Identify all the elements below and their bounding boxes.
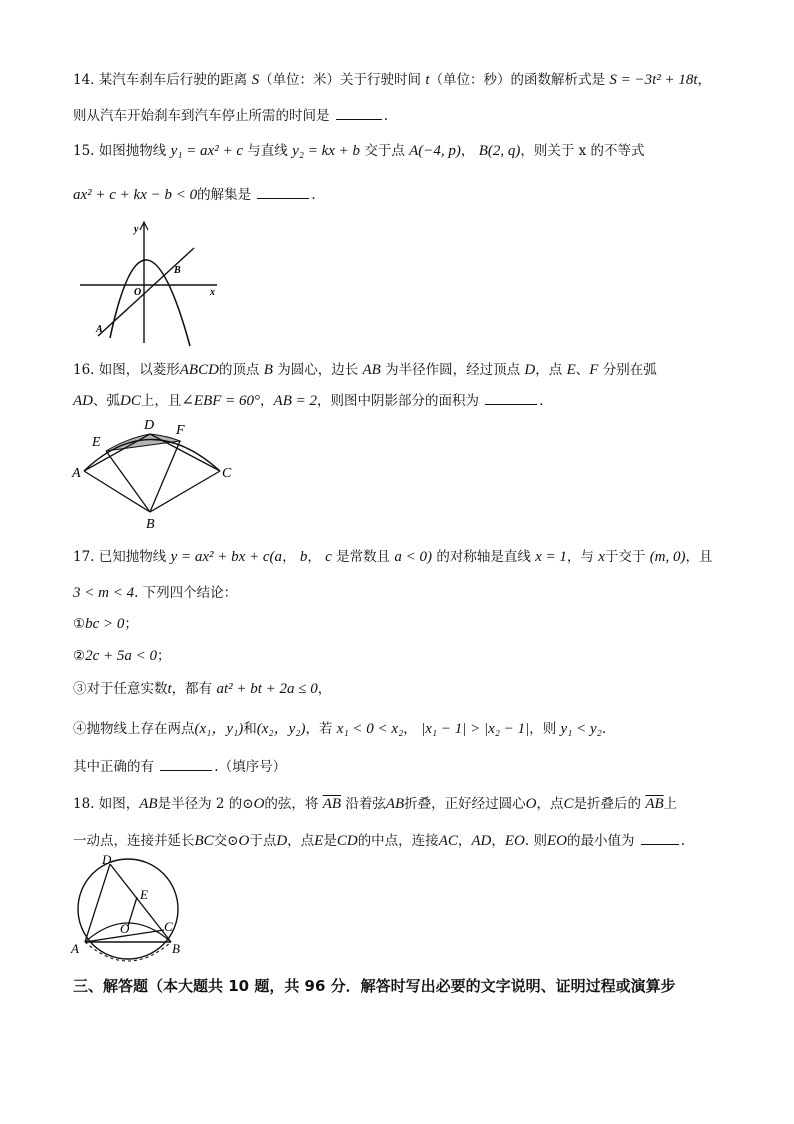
label-c: C xyxy=(164,919,173,934)
q18-e: E xyxy=(314,833,324,849)
q17-c4-p2: (x₂，y₂) xyxy=(256,721,306,737)
q16-text3: 为圆心，边长 xyxy=(277,362,359,378)
q17-line2 xyxy=(73,583,237,603)
q16-arc-ad: AD xyxy=(73,393,93,409)
q15-text: 15. 如图抛物线 xyxy=(73,143,167,159)
q17-conclusion-4 xyxy=(73,719,606,739)
label-y: y xyxy=(134,224,139,235)
q16-ab-length: AB = 2 xyxy=(273,393,317,409)
q14-text: 14. 某汽车刹车后行驶的距离 xyxy=(73,72,248,88)
q17-c1-end: ； xyxy=(124,616,138,632)
q15-line2: ax² + c + kx − b < 0的解集是 . xyxy=(73,184,316,205)
q16-text7: 、弧 xyxy=(93,393,120,409)
q16-figure xyxy=(70,414,250,534)
q17-c2-math: 2c + 5a < 0 xyxy=(85,648,158,664)
label-b: B xyxy=(146,517,155,532)
q18-ac: AC xyxy=(438,833,458,849)
q16-line1 xyxy=(73,360,657,380)
q16-arc-dc: DC xyxy=(120,393,141,409)
q16-sep: 、 xyxy=(575,362,590,378)
q14-answer-blank[interactable] xyxy=(336,105,382,120)
label-f: F xyxy=(176,423,185,438)
q17-ask xyxy=(73,756,286,777)
q17-c: c xyxy=(325,549,332,565)
q17-conclusion-2 xyxy=(73,646,171,666)
label-b: B xyxy=(174,265,181,276)
q18-eo2: EO xyxy=(546,833,567,849)
q17-text6: ，且 xyxy=(685,549,713,565)
q18-text12: ，点 xyxy=(287,833,315,849)
q18-arc2: $\overline{AB}$ xyxy=(645,796,664,812)
q17-text5: 于交于 xyxy=(604,549,646,565)
q16-ab: AB xyxy=(362,362,381,378)
q16-b: B xyxy=(263,362,273,378)
q17-c1-num: ① xyxy=(73,616,86,632)
q18-sep2: ， xyxy=(491,833,505,849)
q17-c1-math: bc > 0 xyxy=(85,616,125,632)
q18-sep1: ， xyxy=(457,833,472,849)
q18-text4: 沿着弦 xyxy=(345,796,386,812)
q18-o: O xyxy=(253,796,265,812)
section-3-heading: 三、解答题（本大题共 10 题，共 96 分．解答时写出必要的文字说明、证明过程或演算步 xyxy=(73,977,676,995)
q15-text5: 的解集是 xyxy=(197,187,252,203)
q15-line-eq: y₂ = kx + b xyxy=(292,143,361,159)
q15-text4: ，则关于 x 的不等式 xyxy=(520,143,645,159)
q16-angle: ∠EBF = 60° xyxy=(181,393,261,409)
q17-c2-num: ② xyxy=(73,648,86,664)
q18-ad: AD xyxy=(471,833,492,849)
segment-bf xyxy=(150,441,180,512)
q18-ab2: AB xyxy=(385,796,405,812)
q18-o3: O xyxy=(238,833,250,849)
q17-text4: ，与 xyxy=(566,549,594,565)
straight-line xyxy=(98,248,194,336)
q17-x: x xyxy=(598,549,605,565)
q18-arc: $\overline{AB}$ xyxy=(322,796,342,812)
q17-c4-text: ④抛物线上存在两点 xyxy=(73,721,195,737)
q18-text6: ，点 xyxy=(536,796,564,812)
segment-ad xyxy=(85,864,110,942)
q17-conclusion-1 xyxy=(73,614,138,634)
q18-o2: O xyxy=(525,796,537,812)
folded-arc-dashed xyxy=(85,942,171,961)
q16-text4: 为半径作圆，经过顶点 xyxy=(385,362,521,378)
side-bc xyxy=(150,471,220,512)
q17-c3-t: t xyxy=(167,681,172,697)
label-e: E xyxy=(92,435,101,450)
q17-sep1: ， xyxy=(282,549,296,565)
q18-text10: 交⊙ xyxy=(213,833,239,849)
q16-f: F xyxy=(589,362,599,378)
q18-line1 xyxy=(73,794,677,814)
q17-text3: 的对称轴是直线 xyxy=(436,549,531,565)
q17-equation: y = ax² + bx + c(a xyxy=(170,549,283,565)
q17-conclusion-3 xyxy=(73,679,331,699)
q18-cd: CD xyxy=(336,833,358,849)
q17-c2-end: ； xyxy=(157,648,171,664)
q15-text3: 交于点 xyxy=(364,143,405,159)
q16-d: D xyxy=(524,362,536,378)
label-a: A xyxy=(72,466,81,481)
q14-formula: S = −3t² + 18t xyxy=(609,72,698,88)
label-x: x xyxy=(210,287,215,298)
q17-c4-then: ，则 xyxy=(529,721,557,737)
q18-text9: 一动点，连接并延长 xyxy=(73,833,195,849)
q17-b: b xyxy=(299,549,308,565)
label-d: D xyxy=(102,852,112,867)
q17-c3-math: at² + bt + 2a ≤ 0 xyxy=(216,681,318,697)
q17-c4-sep: ， xyxy=(403,721,417,737)
q18-text2: 是半径为 2 的⊙ xyxy=(157,796,254,812)
q18-text14: 的中点，连接 xyxy=(357,833,439,849)
side-dc xyxy=(150,434,220,471)
q18-answer-blank[interactable] xyxy=(641,830,679,845)
q18-text15: . 则 xyxy=(524,833,547,849)
q15-figure xyxy=(72,218,222,348)
q18-line2: 一动点，连接并延长BC交⊙O于点D，点E是CD的中点，连接AC，AD，EO. 则EO的最小值为 . xyxy=(73,830,685,851)
label-a: A xyxy=(71,941,79,956)
q17-condition: a < 0) xyxy=(394,549,433,565)
label-c: C xyxy=(222,466,232,481)
q17-c4-m3: y₁ < y₂ xyxy=(560,721,602,737)
q16-e: E xyxy=(566,362,576,378)
q17-c3-text: ③对于任意实数 xyxy=(73,681,168,697)
q18-text3: 的弦，将 xyxy=(264,796,319,812)
q18-text16: 的最小值为 xyxy=(566,833,635,849)
q14-question: 则从汽车开始刹车到汽车停止所需的时间是 xyxy=(73,108,330,124)
q17-ask-text: 其中正确的有 xyxy=(73,759,154,775)
q15-parabola: y₁ = ax² + c xyxy=(170,143,243,159)
q17-line1 xyxy=(73,547,713,567)
q16-text9: ， xyxy=(260,393,274,409)
q18-d: D xyxy=(276,833,288,849)
q18-figure xyxy=(68,852,198,977)
q17-ask-text2: .（填序号） xyxy=(214,759,287,775)
q16-text8: 上，且 xyxy=(140,393,182,409)
q18-c: C xyxy=(563,796,574,812)
q14-text2: （单位：米）关于行驶时间 xyxy=(259,72,422,88)
q17-range: 3 < m < 4 xyxy=(73,585,135,601)
shaded-band xyxy=(106,434,180,451)
q17-c4-if: ，若 xyxy=(305,721,333,737)
q17-c3-end: ， xyxy=(317,681,332,697)
q15-line1: 15. 如图抛物线 y₁ = ax² + c 与直线 y₂ = kx + b 交于点 A(−4, p)， B(2, q)，则关于 x 的不等式 xyxy=(73,143,645,159)
q17-text: 17. 已知抛物线 xyxy=(73,549,167,565)
label-d: D xyxy=(144,418,155,433)
label-a: A xyxy=(96,324,103,335)
side-ab xyxy=(84,471,150,512)
q18-text7: 是折叠后的 xyxy=(573,796,642,812)
q14-line2: 则从汽车开始刹车到汽车停止所需的时间是 . xyxy=(73,105,388,126)
q14-line1: 14. 某汽车刹车后行驶的距离 S（单位：米）关于行驶时间 t（单位：秒）的函数解析式是 S = −3t² + 18t， xyxy=(73,72,712,88)
q14-var-s: S xyxy=(251,72,260,88)
q16-answer-blank[interactable] xyxy=(485,390,537,405)
q18-ab: AB xyxy=(139,796,158,812)
q17-answer-blank[interactable] xyxy=(160,756,212,771)
q17-axis: x = 1 xyxy=(535,549,567,565)
q18-bc: BC xyxy=(194,833,214,849)
q16-text10: ，则图中阴影部分的面积为 xyxy=(316,393,479,409)
q18-text5: 折叠，正好经过圆心 xyxy=(404,796,526,812)
q16-text5: ，点 xyxy=(535,362,563,378)
q17-text7: . 下列四个结论： xyxy=(134,585,238,601)
q16-abcd: ABCD xyxy=(179,362,219,378)
q16-text: 16. 如图，以菱形 xyxy=(73,362,180,378)
q15-answer-blank[interactable] xyxy=(257,184,309,199)
q14-text3: （单位：秒）的函数解析式是 xyxy=(429,72,606,88)
q17-c4-m2: |x₁ − 1| > |x₂ − 1| xyxy=(421,721,530,737)
q17-sep2: ， xyxy=(307,549,321,565)
q18-text: 18. 如图， xyxy=(73,796,140,812)
q17-c4-end: . xyxy=(601,721,607,737)
q18-text13: 是 xyxy=(323,833,337,849)
q17-c4-and: 和 xyxy=(243,721,257,737)
q15-inequality: ax² + c + kx − b < 0 xyxy=(73,187,198,203)
q18-text8: 上 xyxy=(663,796,678,812)
q17-text2: 是常数且 xyxy=(336,549,391,565)
q17-c4-p1: (x₁，y₁) xyxy=(194,721,244,737)
q18-eo: EO xyxy=(504,833,525,849)
label-b: B xyxy=(172,941,180,956)
q17-c4-m1: x₁ < 0 < x₂ xyxy=(336,721,404,737)
q16-text2: 的顶点 xyxy=(218,362,260,378)
q15-point-a: A(−4, p) xyxy=(409,143,461,159)
q16-line2: AD、弧DC上，且∠EBF = 60°，AB = 2，则图中阴影部分的面积为 . xyxy=(73,390,544,411)
q14-var-t: t xyxy=(425,72,430,88)
label-e: E xyxy=(140,887,148,902)
q15-point-b: B(2, q) xyxy=(478,143,521,159)
segment-be xyxy=(106,451,150,512)
q16-text6: 分别在弧 xyxy=(602,362,657,378)
q15-text2: 与直线 xyxy=(247,143,288,159)
q17-root: (m, 0) xyxy=(649,549,686,565)
q18-text11: 于点 xyxy=(249,833,277,849)
circle-o xyxy=(78,859,178,959)
label-o: O xyxy=(134,287,142,298)
label-o: O xyxy=(120,921,130,936)
q17-c3-text2: ，都有 xyxy=(171,681,213,697)
